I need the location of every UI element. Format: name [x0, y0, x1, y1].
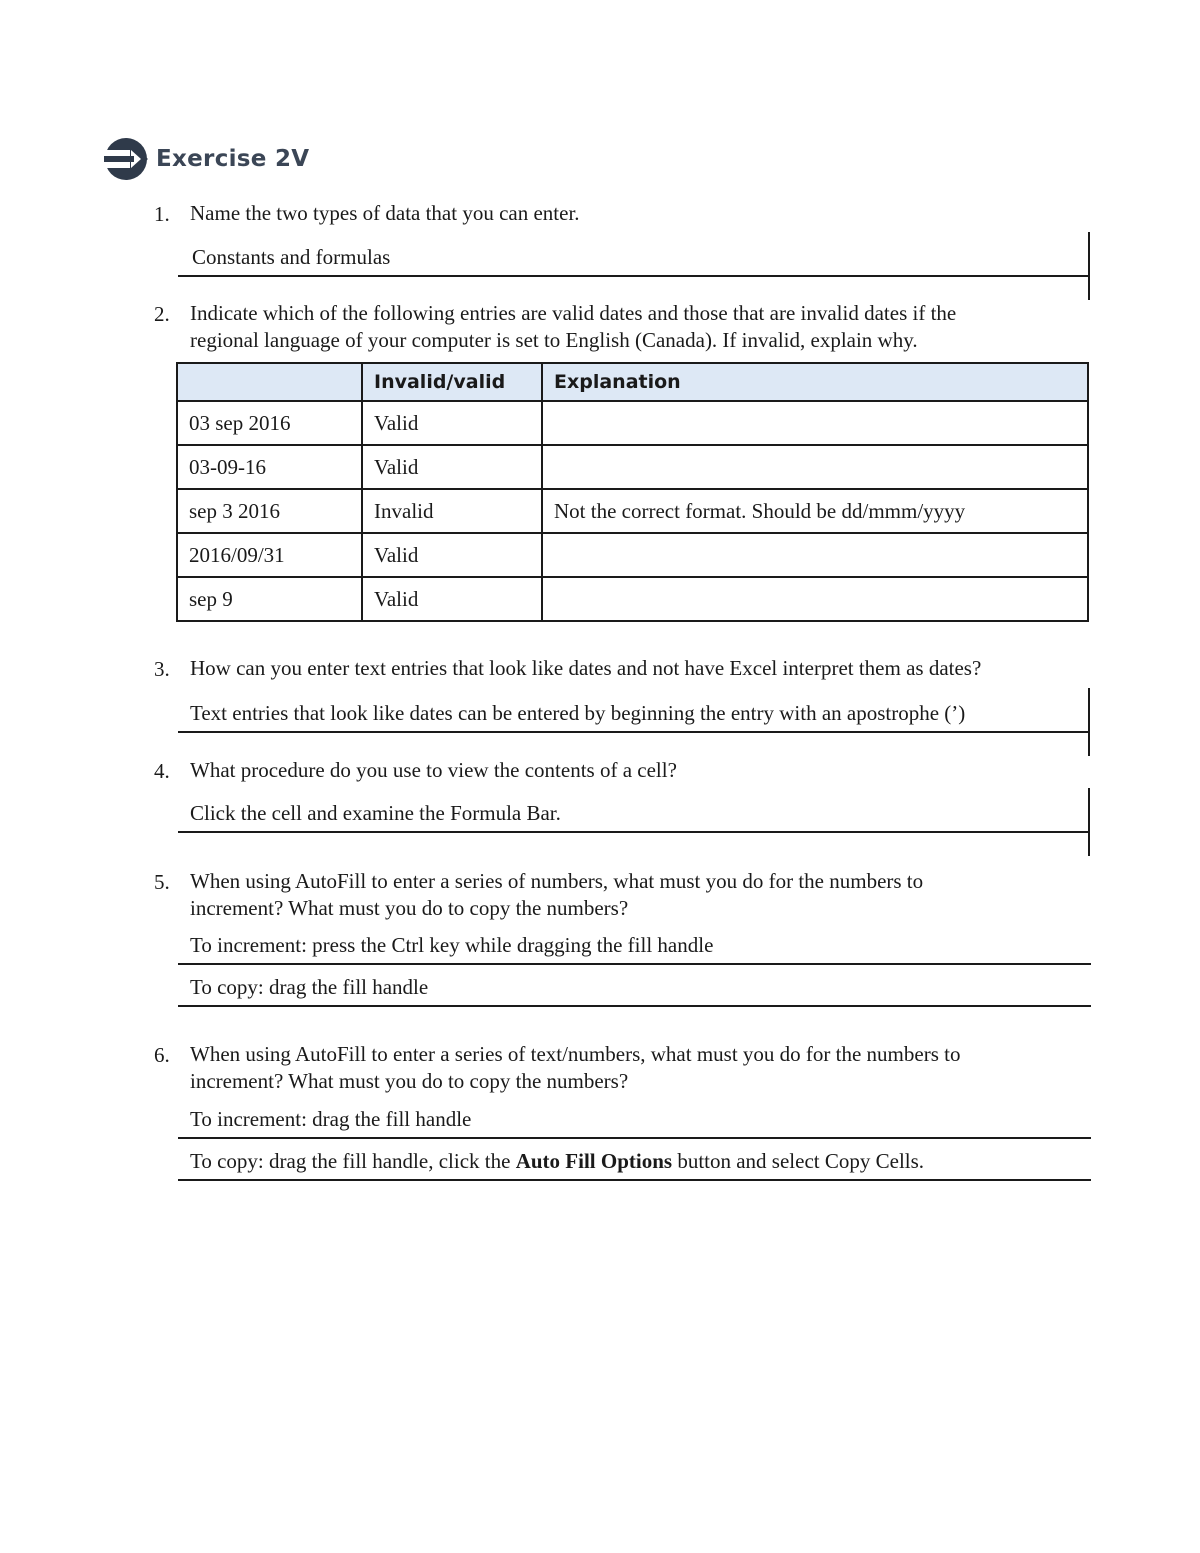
question-5-answer2-field[interactable]: [178, 963, 1091, 1007]
question-5-number: 5.: [154, 870, 170, 894]
question-6-answer2: [190, 1149, 924, 1174]
question-1-answer-field[interactable]: [178, 240, 1089, 277]
question-5-answer2: To copy: drag the fill handle: [190, 975, 429, 999]
question-6-answer2-field[interactable]: [178, 1137, 1091, 1181]
question-4-number: 4.: [154, 759, 170, 783]
table-row: [177, 445, 1088, 489]
question-1-text: Name the two types of data that you can enter.: [190, 201, 580, 225]
table-row: [177, 577, 1088, 621]
table-cell-entry: 03-09-16: [177, 445, 362, 489]
question-4-text: What procedure do you use to view the contents of a cell?: [190, 758, 677, 782]
question-3-answer-field[interactable]: [178, 696, 1089, 733]
table-header-validity: Invalid/valid: [362, 363, 542, 401]
table-cell-entry: sep 3 2016: [177, 489, 362, 533]
table-header-explanation: Explanation: [542, 363, 1088, 401]
table-header-entry: [177, 363, 362, 401]
question-1-answer: Constants and formulas: [192, 245, 391, 269]
table-row: [177, 489, 1088, 533]
table-cell-explanation[interactable]: [542, 533, 1088, 577]
answer-field-edge: [1088, 688, 1090, 756]
question-3-answer: Text entries that look like dates can be entered by beginning the entry with an apostrophe (’): [190, 701, 966, 725]
question-3-text: How can you enter text entries that look like dates and not have Excel interpret them as dates?: [190, 656, 982, 680]
question-6-text: [190, 1041, 1090, 1095]
table-row: [177, 401, 1088, 445]
answer-field-edge: [1088, 232, 1090, 300]
question-6-answer2-suffix: button and select Copy Cells.: [672, 1149, 925, 1173]
dates-table: [176, 362, 1089, 622]
question-6-answer1-field[interactable]: [178, 1100, 1091, 1139]
table-cell-explanation[interactable]: [542, 577, 1088, 621]
table-cell-validity[interactable]: Valid: [362, 401, 542, 445]
question-2-text: [190, 300, 1090, 354]
question-2-text-line2: regional language of your computer is set to English (Canada). If invalid, explain why.: [190, 328, 918, 352]
table-cell-validity[interactable]: Invalid: [362, 489, 542, 533]
answer-field-edge: [1088, 788, 1090, 856]
question-4-answer-field[interactable]: [178, 796, 1089, 833]
table-cell-explanation[interactable]: Not the correct format. Should be dd/mmm/yyyy: [542, 489, 1088, 533]
table-cell-validity[interactable]: Valid: [362, 577, 542, 621]
question-6-text-line2: increment? What must you do to copy the numbers?: [190, 1069, 629, 1093]
table-row: [177, 533, 1088, 577]
arrow-circle-icon: [104, 136, 150, 182]
page-title: Exercise 2V: [156, 146, 310, 172]
question-5-answer1: To increment: press the Ctrl key while dragging the fill handle: [190, 933, 714, 957]
auto-fill-options-label: Auto Fill Options: [515, 1149, 673, 1173]
question-3-number: 3.: [154, 657, 170, 681]
question-1-number: 1.: [154, 202, 170, 226]
table-cell-explanation[interactable]: [542, 401, 1088, 445]
question-5-text: [190, 868, 1090, 922]
question-5-answer1-field[interactable]: [178, 926, 1091, 965]
question-5-text-line2: increment? What must you do to copy the numbers?: [190, 896, 629, 920]
question-6-answer2-prefix: To copy: drag the fill handle, click the: [190, 1149, 516, 1173]
table-header-row: [177, 363, 1088, 401]
question-6-number: 6.: [154, 1043, 170, 1067]
table-cell-validity[interactable]: Valid: [362, 533, 542, 577]
table-cell-entry: sep 9: [177, 577, 362, 621]
question-4-answer: Click the cell and examine the Formula Bar.: [190, 801, 561, 825]
question-6-text-line1: When using AutoFill to enter a series of text/numbers, what must you do for the numbers to: [190, 1042, 961, 1066]
table-cell-validity[interactable]: Valid: [362, 445, 542, 489]
question-6-answer1: To increment: drag the fill handle: [190, 1107, 472, 1131]
table-cell-entry: 2016/09/31: [177, 533, 362, 577]
question-5-text-line1: When using AutoFill to enter a series of numbers, what must you do for the numbers to: [190, 869, 924, 893]
table-cell-entry: 03 sep 2016: [177, 401, 362, 445]
question-2-number: 2.: [154, 302, 170, 326]
exercise-heading: [104, 136, 309, 182]
question-2-text-line1: Indicate which of the following entries are valid dates and those that are invalid dates if the: [190, 301, 957, 325]
table-cell-explanation[interactable]: [542, 445, 1088, 489]
